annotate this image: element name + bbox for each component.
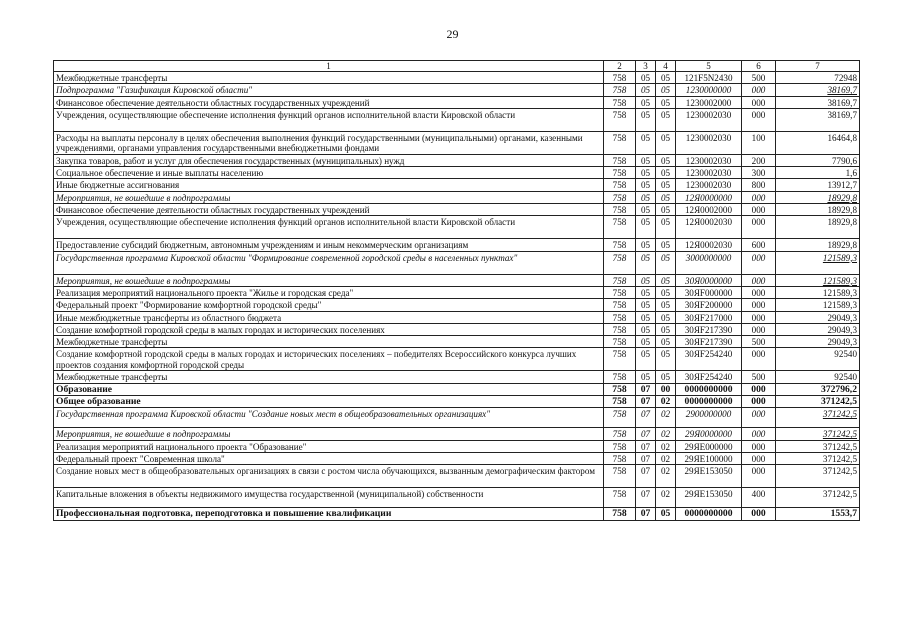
row-subsection: 02 [656, 396, 676, 408]
row-amount: 371242,5 [776, 440, 860, 452]
row-amount: 371242,5 [776, 452, 860, 464]
row-amount: 121589,3 [776, 286, 860, 298]
row-subsection: 05 [656, 336, 676, 348]
table-row [54, 191, 860, 203]
table-row [54, 396, 860, 408]
row-name: Учреждения, осуществляющие обеспечение исполнения функций органов исполнительной власти Кировской области [54, 108, 604, 131]
row-name: Федеральный проект "Формирование комфортной городской среды" [54, 299, 604, 311]
row-expense-type: 000 [742, 299, 776, 311]
row-target-item: 0000000000 [676, 508, 742, 520]
row-target-item: 1230002030 [676, 108, 742, 131]
row-amount: 16464,8 [776, 131, 860, 154]
row-subsection: 05 [656, 311, 676, 323]
table-row [54, 299, 860, 311]
row-target-item: 12Я0002000 [676, 204, 742, 216]
row-section: 07 [636, 508, 656, 520]
row-amount: 18929,8 [776, 204, 860, 216]
row-expense-type: 000 [742, 84, 776, 96]
row-expense-type: 000 [742, 465, 776, 488]
row-target-item: 1230002030 [676, 179, 742, 191]
row-target-item: 30ЯF217000 [676, 311, 742, 323]
row-section: 05 [636, 167, 656, 179]
row-ministry-code: 758 [604, 131, 636, 154]
row-expense-type: 000 [742, 323, 776, 335]
row-amount: 38169,7 [776, 96, 860, 108]
table-row [54, 274, 860, 286]
row-amount: 121589,3 [776, 251, 860, 274]
row-section: 07 [636, 465, 656, 488]
row-target-item: 29ЯЕ153050 [676, 465, 742, 488]
header-col-4: 4 [656, 61, 676, 72]
row-expense-type: 000 [742, 274, 776, 286]
row-ministry-code: 758 [604, 311, 636, 323]
row-expense-type: 100 [742, 131, 776, 154]
row-target-item: 12Я0002030 [676, 216, 742, 239]
row-amount: 1,6 [776, 167, 860, 179]
row-amount: 38169,7 [776, 108, 860, 131]
row-amount: 371242,5 [776, 396, 860, 408]
table-row [54, 440, 860, 452]
row-section: 05 [636, 274, 656, 286]
row-subsection: 05 [656, 251, 676, 274]
row-target-item: 121F5N2430 [676, 72, 742, 84]
row-target-item: 1230002030 [676, 167, 742, 179]
row-expense-type: 000 [742, 408, 776, 428]
row-ministry-code: 758 [604, 408, 636, 428]
row-ministry-code: 758 [604, 251, 636, 274]
row-ministry-code: 758 [604, 348, 636, 371]
row-name: Государственная программа Кировской области "Формирование современной городской среды в населенных пунктах" [54, 251, 604, 274]
row-section: 05 [636, 323, 656, 335]
row-expense-type: 000 [742, 508, 776, 520]
row-expense-type: 000 [742, 216, 776, 239]
table-row [54, 72, 860, 84]
row-subsection: 05 [656, 179, 676, 191]
row-subsection: 05 [656, 216, 676, 239]
row-name: Межбюджетные трансферты [54, 336, 604, 348]
table-row [54, 371, 860, 383]
table-header-row [54, 61, 860, 72]
row-section: 05 [636, 239, 656, 251]
row-ministry-code: 758 [604, 508, 636, 520]
table-row [54, 323, 860, 335]
row-amount: 29049,3 [776, 311, 860, 323]
row-section: 07 [636, 396, 656, 408]
row-amount: 13912,7 [776, 179, 860, 191]
row-expense-type: 200 [742, 154, 776, 166]
row-expense-type: 400 [742, 488, 776, 508]
row-expense-type: 000 [742, 396, 776, 408]
row-section: 05 [636, 96, 656, 108]
row-name: Финансовое обеспечение деятельности областных государственных учреждений [54, 96, 604, 108]
row-name: Реализация мероприятий национального проекта "Образование" [54, 440, 604, 452]
row-amount: 372796,2 [776, 383, 860, 395]
row-target-item: 2900000000 [676, 408, 742, 428]
table-row [54, 383, 860, 395]
row-ministry-code: 758 [604, 239, 636, 251]
table-row [54, 251, 860, 274]
header-col-2: 2 [604, 61, 636, 72]
row-expense-type: 000 [742, 440, 776, 452]
row-name: Иные бюджетные ассигнования [54, 179, 604, 191]
row-ministry-code: 758 [604, 167, 636, 179]
row-section: 05 [636, 336, 656, 348]
row-name: Создание новых мест в общеобразовательных организациях в связи с ростом числа обучающихся, вызванным демографическим фактором [54, 465, 604, 488]
header-col-1: 1 [54, 61, 604, 72]
row-target-item: 1230000000 [676, 84, 742, 96]
row-target-item: 30ЯF254240 [676, 371, 742, 383]
row-target-item: 29ЯЕ100000 [676, 452, 742, 464]
row-target-item: 0000000000 [676, 383, 742, 395]
row-ministry-code: 758 [604, 428, 636, 440]
table-row [54, 216, 860, 239]
row-name: Социальное обеспечение и иные выплаты населению [54, 167, 604, 179]
row-target-item: 29ЯЕ000000 [676, 440, 742, 452]
table-row [54, 131, 860, 154]
row-target-item: 29ЯЕ153050 [676, 488, 742, 508]
row-name: Федеральный проект "Современная школа" [54, 452, 604, 464]
row-subsection: 05 [656, 299, 676, 311]
row-target-item: 30ЯF000000 [676, 286, 742, 298]
row-name: Межбюджетные трансферты [54, 371, 604, 383]
row-ministry-code: 758 [604, 204, 636, 216]
row-expense-type: 000 [742, 251, 776, 274]
table-row [54, 84, 860, 96]
row-subsection: 02 [656, 440, 676, 452]
row-name: Мероприятия, не вошедшие в подпрограммы [54, 274, 604, 286]
row-subsection: 05 [656, 204, 676, 216]
row-subsection: 02 [656, 408, 676, 428]
row-target-item: 30ЯF217390 [676, 323, 742, 335]
row-expense-type: 300 [742, 167, 776, 179]
row-name: Реализация мероприятий национального проекта "Жилье и городская среда" [54, 286, 604, 298]
row-ministry-code: 758 [604, 72, 636, 84]
header-col-7: 7 [776, 61, 860, 72]
row-expense-type: 000 [742, 108, 776, 131]
row-target-item: 12Я0000000 [676, 191, 742, 203]
row-subsection: 00 [656, 383, 676, 395]
row-section: 07 [636, 452, 656, 464]
row-ministry-code: 758 [604, 299, 636, 311]
row-subsection: 05 [656, 191, 676, 203]
table-row [54, 286, 860, 298]
row-expense-type: 500 [742, 371, 776, 383]
row-section: 07 [636, 383, 656, 395]
table-row [54, 408, 860, 428]
row-section: 05 [636, 348, 656, 371]
row-target-item: 1230002030 [676, 131, 742, 154]
row-amount: 72948 [776, 72, 860, 84]
table-row [54, 348, 860, 371]
row-amount: 121589,3 [776, 274, 860, 286]
row-section: 05 [636, 286, 656, 298]
row-section: 07 [636, 428, 656, 440]
row-ministry-code: 758 [604, 191, 636, 203]
row-expense-type: 600 [742, 239, 776, 251]
row-ministry-code: 758 [604, 154, 636, 166]
row-subsection: 05 [656, 348, 676, 371]
row-subsection: 05 [656, 167, 676, 179]
row-amount: 371242,5 [776, 408, 860, 428]
row-name: Иные межбюджетные трансферты из областного бюджета [54, 311, 604, 323]
table-row [54, 488, 860, 508]
table-row [54, 452, 860, 464]
row-expense-type: 500 [742, 336, 776, 348]
row-expense-type: 000 [742, 286, 776, 298]
row-amount: 371242,5 [776, 465, 860, 488]
row-section: 05 [636, 311, 656, 323]
row-subsection: 05 [656, 84, 676, 96]
row-ministry-code: 758 [604, 108, 636, 131]
row-section: 05 [636, 72, 656, 84]
table-row [54, 508, 860, 520]
row-section: 05 [636, 371, 656, 383]
row-subsection: 05 [656, 72, 676, 84]
row-ministry-code: 758 [604, 286, 636, 298]
row-name: Учреждения, осуществляющие обеспечение исполнения функций органов исполнительной власти Кировской области [54, 216, 604, 239]
row-expense-type: 000 [742, 348, 776, 371]
row-section: 05 [636, 131, 656, 154]
row-ministry-code: 758 [604, 383, 636, 395]
row-section: 07 [636, 440, 656, 452]
header-col-5: 5 [676, 61, 742, 72]
row-expense-type: 800 [742, 179, 776, 191]
row-subsection: 05 [656, 154, 676, 166]
row-section: 05 [636, 204, 656, 216]
row-section: 05 [636, 84, 656, 96]
row-name: Закупка товаров, работ и услуг для обеспечения государственных (муниципальных) нужд [54, 154, 604, 166]
row-name: Создание комфортной городской среды в малых городах и исторических поселениях [54, 323, 604, 335]
row-ministry-code: 758 [604, 84, 636, 96]
table-row [54, 204, 860, 216]
table-row [54, 336, 860, 348]
row-subsection: 05 [656, 274, 676, 286]
row-amount: 92540 [776, 348, 860, 371]
row-target-item: 30Я0000000 [676, 274, 742, 286]
table-row [54, 167, 860, 179]
row-subsection: 02 [656, 488, 676, 508]
row-target-item: 30ЯF254240 [676, 348, 742, 371]
header-col-6: 6 [742, 61, 776, 72]
row-amount: 18929,8 [776, 191, 860, 203]
row-target-item: 30ЯF200000 [676, 299, 742, 311]
table-row [54, 465, 860, 488]
row-section: 05 [636, 191, 656, 203]
row-section: 05 [636, 154, 656, 166]
row-expense-type: 000 [742, 204, 776, 216]
row-subsection: 02 [656, 465, 676, 488]
row-ministry-code: 758 [604, 488, 636, 508]
row-ministry-code: 758 [604, 440, 636, 452]
row-name: Подпрограмма "Газификация Кировской области" [54, 84, 604, 96]
row-name: Образование [54, 383, 604, 395]
row-amount: 371242,5 [776, 428, 860, 440]
row-subsection: 02 [656, 452, 676, 464]
row-amount: 1553,7 [776, 508, 860, 520]
row-name: Мероприятия, не вошедшие в подпрограммы [54, 428, 604, 440]
row-target-item: 12Я0002030 [676, 239, 742, 251]
row-amount: 7790,6 [776, 154, 860, 166]
row-section: 05 [636, 216, 656, 239]
row-name: Межбюджетные трансферты [54, 72, 604, 84]
row-amount: 121589,3 [776, 299, 860, 311]
row-section: 05 [636, 299, 656, 311]
row-target-item: 3000000000 [676, 251, 742, 274]
table-row [54, 179, 860, 191]
row-expense-type: 000 [742, 96, 776, 108]
row-amount: 29049,3 [776, 323, 860, 335]
row-subsection: 05 [656, 131, 676, 154]
row-ministry-code: 758 [604, 336, 636, 348]
table-row [54, 239, 860, 251]
table-row [54, 428, 860, 440]
row-section: 07 [636, 488, 656, 508]
row-target-item: 1230002030 [676, 154, 742, 166]
row-amount: 92540 [776, 371, 860, 383]
row-name: Общее образование [54, 396, 604, 408]
row-ministry-code: 758 [604, 274, 636, 286]
row-section: 05 [636, 251, 656, 274]
row-ministry-code: 758 [604, 452, 636, 464]
row-section: 05 [636, 179, 656, 191]
row-subsection: 05 [656, 323, 676, 335]
row-expense-type: 000 [742, 452, 776, 464]
row-section: 05 [636, 108, 656, 131]
row-name: Капитальные вложения в объекты недвижимого имущества государственной (муниципальной) собственности [54, 488, 604, 508]
row-expense-type: 000 [742, 311, 776, 323]
table-body [54, 72, 860, 521]
row-target-item: 1230002000 [676, 96, 742, 108]
row-ministry-code: 758 [604, 216, 636, 239]
row-amount: 29049,3 [776, 336, 860, 348]
row-amount: 371242,5 [776, 488, 860, 508]
row-target-item: 30ЯF217390 [676, 336, 742, 348]
row-amount: 38169,7 [776, 84, 860, 96]
row-name: Предоставление субсидий бюджетным, автономным учреждениям и иным некоммерческим организациям [54, 239, 604, 251]
table-row [54, 154, 860, 166]
table-row [54, 108, 860, 131]
row-target-item: 0000000000 [676, 396, 742, 408]
page-number: 29 [446, 27, 459, 41]
row-name: Создание комфортной городской среды в малых городах и исторических поселениях – победителях Всероссийского конкурса лучших проектов создания комфортной городской среды [54, 348, 604, 371]
row-name: Мероприятия, не вошедшие в подпрограммы [54, 191, 604, 203]
row-subsection: 05 [656, 96, 676, 108]
row-subsection: 05 [656, 371, 676, 383]
row-amount: 18929,8 [776, 239, 860, 251]
row-subsection: 05 [656, 508, 676, 520]
row-section: 07 [636, 408, 656, 428]
row-expense-type: 000 [742, 428, 776, 440]
row-ministry-code: 758 [604, 465, 636, 488]
table-row [54, 96, 860, 108]
row-expense-type: 500 [742, 72, 776, 84]
row-ministry-code: 758 [604, 396, 636, 408]
row-subsection: 02 [656, 428, 676, 440]
row-subsection: 05 [656, 239, 676, 251]
table-row [54, 311, 860, 323]
row-name: Расходы на выплаты персоналу в целях обеспечения выполнения функций государственными (муниципальными) органами, казенными учреждениями, органами управления государственными внебюджетными фондами [54, 131, 604, 154]
header-col-3: 3 [636, 61, 656, 72]
row-target-item: 29Я0000000 [676, 428, 742, 440]
row-amount: 18929,8 [776, 216, 860, 239]
row-name: Финансовое обеспечение деятельности областных государственных учреждений [54, 204, 604, 216]
row-expense-type: 000 [742, 383, 776, 395]
row-name: Государственная программа Кировской области "Создание новых мест в общеобразовательных организациях" [54, 408, 604, 428]
row-name: Профессиональная подготовка, переподготовка и повышение квалификации [54, 508, 604, 520]
row-ministry-code: 758 [604, 323, 636, 335]
budget-table [53, 60, 860, 521]
row-ministry-code: 758 [604, 371, 636, 383]
row-subsection: 05 [656, 286, 676, 298]
row-subsection: 05 [656, 108, 676, 131]
row-expense-type: 000 [742, 191, 776, 203]
row-ministry-code: 758 [604, 179, 636, 191]
row-ministry-code: 758 [604, 96, 636, 108]
